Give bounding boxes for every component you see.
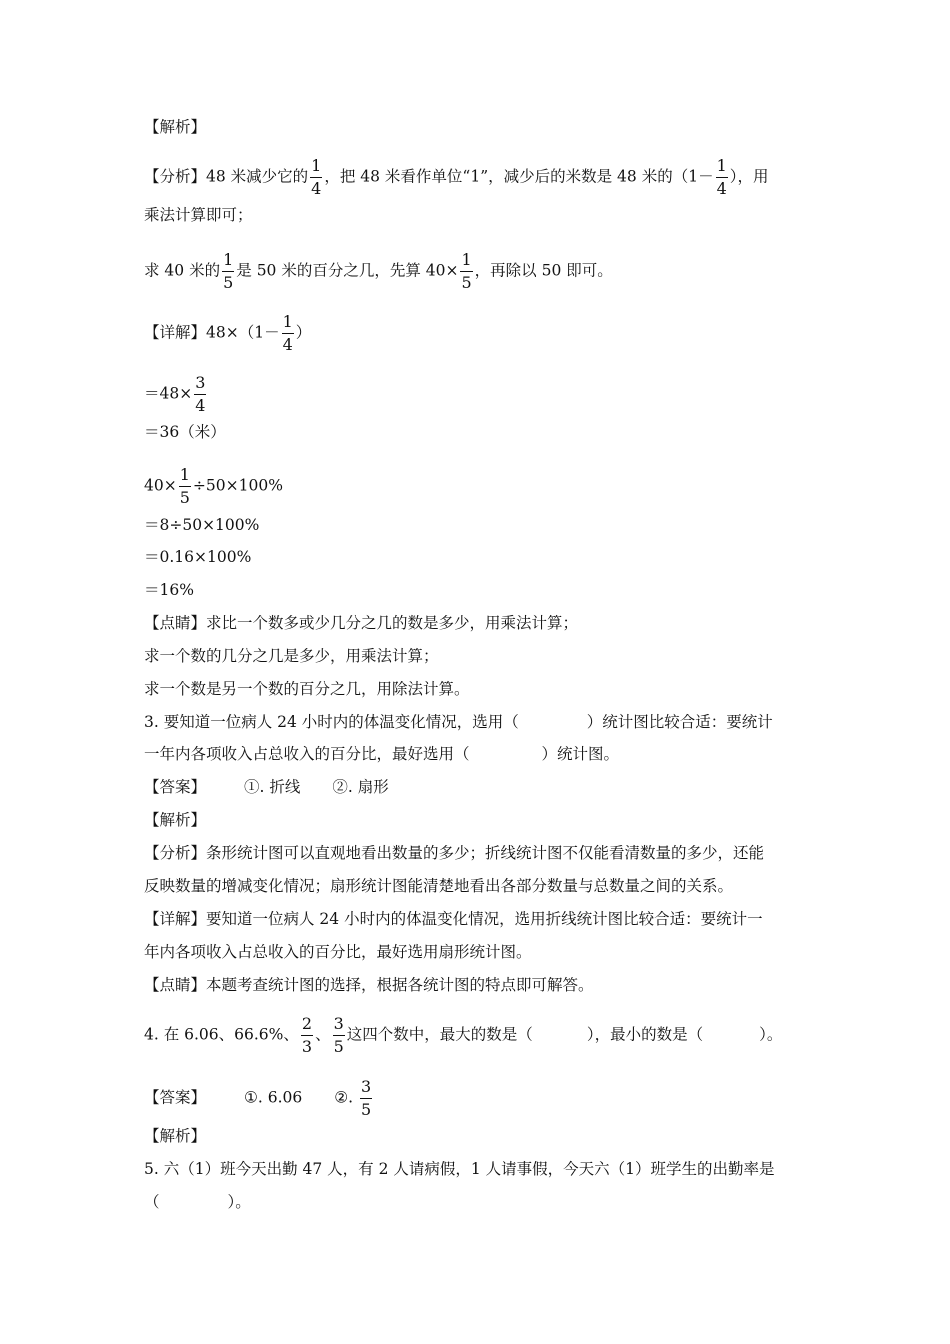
- fraction-three-quarters: [194, 375, 206, 414]
- detail-line-3: ＝36（米）: [144, 423, 226, 441]
- tip-line-1: 【点睛】求比一个数多或少几分之几的数是多少，用乘法计算；: [144, 614, 579, 632]
- fraction-three-fifths: [360, 1079, 372, 1118]
- text-segment: ，再除以 50 即可。: [474, 261, 613, 280]
- detail-line-6: ＝0.16×100%: [144, 548, 252, 566]
- answer-item-2: ②. 扇形: [332, 778, 389, 796]
- fraction-two-thirds: [301, 1016, 313, 1055]
- section-heading-analysis: 【解析】: [144, 811, 207, 829]
- text-segment: 【分析】48 米减少它的: [144, 167, 309, 186]
- tip-line-3: 求一个数是另一个数的百分之几，用除法计算。: [144, 680, 470, 698]
- text-segment: ÷50×100%: [192, 476, 283, 495]
- fraction-numerator: 1: [282, 314, 294, 334]
- fraction-numerator: 1: [310, 158, 322, 178]
- text-segment: 求 40 米的: [144, 261, 221, 280]
- tip-line-2: 求一个数的几分之几是多少，用乘法计算；: [144, 647, 439, 665]
- analysis-line-1: [144, 158, 769, 197]
- fraction-one-quarter: [716, 158, 728, 197]
- answer-label: 【答案】: [144, 1088, 207, 1107]
- text-segment: 这四个数中，最大的数是（: [346, 1025, 533, 1044]
- fraction-denominator: 4: [282, 335, 293, 354]
- text-segment: 3. 要知道一位病人 24 小时内的体温变化情况，选用（: [144, 713, 519, 731]
- analysis-line: 【分析】条形统计图可以直观地看出数量的多少；折线统计图不仅能看清数量的多少，还能: [144, 844, 765, 862]
- detail-line-4: [144, 467, 283, 506]
- fraction-denominator: 3: [301, 1037, 313, 1056]
- fraction-numerator: 3: [194, 375, 206, 395]
- fraction-denominator: 5: [333, 1037, 344, 1056]
- answer-line-q3: [144, 777, 389, 797]
- analysis-line-2: 乘法计算即可；: [144, 206, 253, 224]
- section-heading-analysis: 【解析】: [144, 1127, 207, 1145]
- fraction-numerator: 1: [179, 467, 191, 487]
- detail-line-7: ＝16%: [144, 581, 194, 599]
- text-segment: ）。: [227, 1193, 251, 1211]
- fraction-one-fifth: [222, 252, 234, 291]
- fraction-numerator: 2: [301, 1016, 313, 1036]
- question-3-line-1: [144, 712, 773, 732]
- fraction-numerator: 1: [460, 252, 472, 272]
- fraction-numerator: 3: [333, 1016, 345, 1036]
- detail-line: 年内各项收入占总收入的百分比，最好选用扇形统计图。: [144, 943, 532, 961]
- text-segment: ），用: [729, 167, 769, 186]
- fraction-denominator: 5: [179, 488, 190, 507]
- fraction-one-quarter: [282, 314, 294, 353]
- fraction-one-quarter: [310, 158, 322, 197]
- answer-label: 【答案】: [144, 778, 207, 796]
- text-segment: 、: [315, 1025, 331, 1044]
- answer-item-1: ①. 折线: [244, 778, 301, 796]
- fraction-denominator: 4: [195, 396, 206, 415]
- text-segment: 4. 在 6.06、66.6%、: [144, 1025, 299, 1044]
- detail-line-2: [144, 375, 208, 414]
- analysis-line: 反映数量的增减变化情况；扇形统计图能清楚地看出各部分数量与总数量之间的关系。: [144, 877, 734, 895]
- section-heading-analysis: 【解析】: [144, 118, 207, 136]
- question-4-line: [144, 1016, 782, 1055]
- text-segment: ）统计图比较合适：要统计: [586, 713, 773, 731]
- text-segment: （: [144, 1193, 160, 1211]
- text-segment: ）。: [759, 1025, 783, 1044]
- text-segment: ＝48×: [144, 384, 193, 403]
- question-5-line-1: 5. 六（1）班今天出勤 47 人，有 2 人请病假，1 人请事假，今天六（1）班学生的出勤率是: [144, 1160, 775, 1178]
- question-5-line-2: [144, 1192, 251, 1212]
- fraction-three-fifths: [333, 1016, 345, 1055]
- detail-line: 【详解】要知道一位病人 24 小时内的体温变化情况，选用折线统计图比较合适：要统计一: [144, 910, 763, 928]
- fraction-numerator: 1: [716, 158, 728, 178]
- text-segment: ）统计图。: [541, 745, 620, 763]
- answer-line-q4: [144, 1079, 374, 1118]
- answer-item-2: ②.: [334, 1088, 354, 1107]
- fraction-denominator: 4: [716, 179, 727, 198]
- fraction-denominator: 5: [361, 1100, 372, 1119]
- fraction-denominator: 5: [461, 273, 472, 292]
- question-3-line-2: [144, 744, 619, 764]
- text-segment: ）: [295, 323, 312, 342]
- detail-line-5: ＝8÷50×100%: [144, 516, 260, 534]
- answer-item-1: ①. 6.06: [244, 1088, 303, 1107]
- analysis-line-3: [144, 252, 613, 291]
- detail-line-1: [144, 314, 311, 353]
- text-segment: 一年内各项收入占总收入的百分比，最好选用（: [144, 745, 470, 763]
- fraction-denominator: 5: [223, 273, 234, 292]
- text-segment: 【详解】48×（1－: [144, 323, 280, 342]
- fraction-numerator: 3: [360, 1079, 372, 1099]
- text-segment: 40×: [144, 476, 177, 495]
- fraction-one-fifth: [179, 467, 191, 506]
- text-segment: 是 50 米的百分之几，先算 40×: [236, 261, 459, 280]
- fraction-one-fifth: [460, 252, 472, 291]
- tip-line: 【点睛】本题考查统计图的选择，根据各统计图的特点即可解答。: [144, 976, 594, 994]
- text-segment: ，把 48 米看作单位“1”，减少后的米数是 48 米的（1－: [324, 167, 714, 186]
- fraction-denominator: 4: [311, 179, 322, 198]
- fraction-numerator: 1: [222, 252, 234, 272]
- text-segment: ），最小的数是（: [586, 1025, 704, 1044]
